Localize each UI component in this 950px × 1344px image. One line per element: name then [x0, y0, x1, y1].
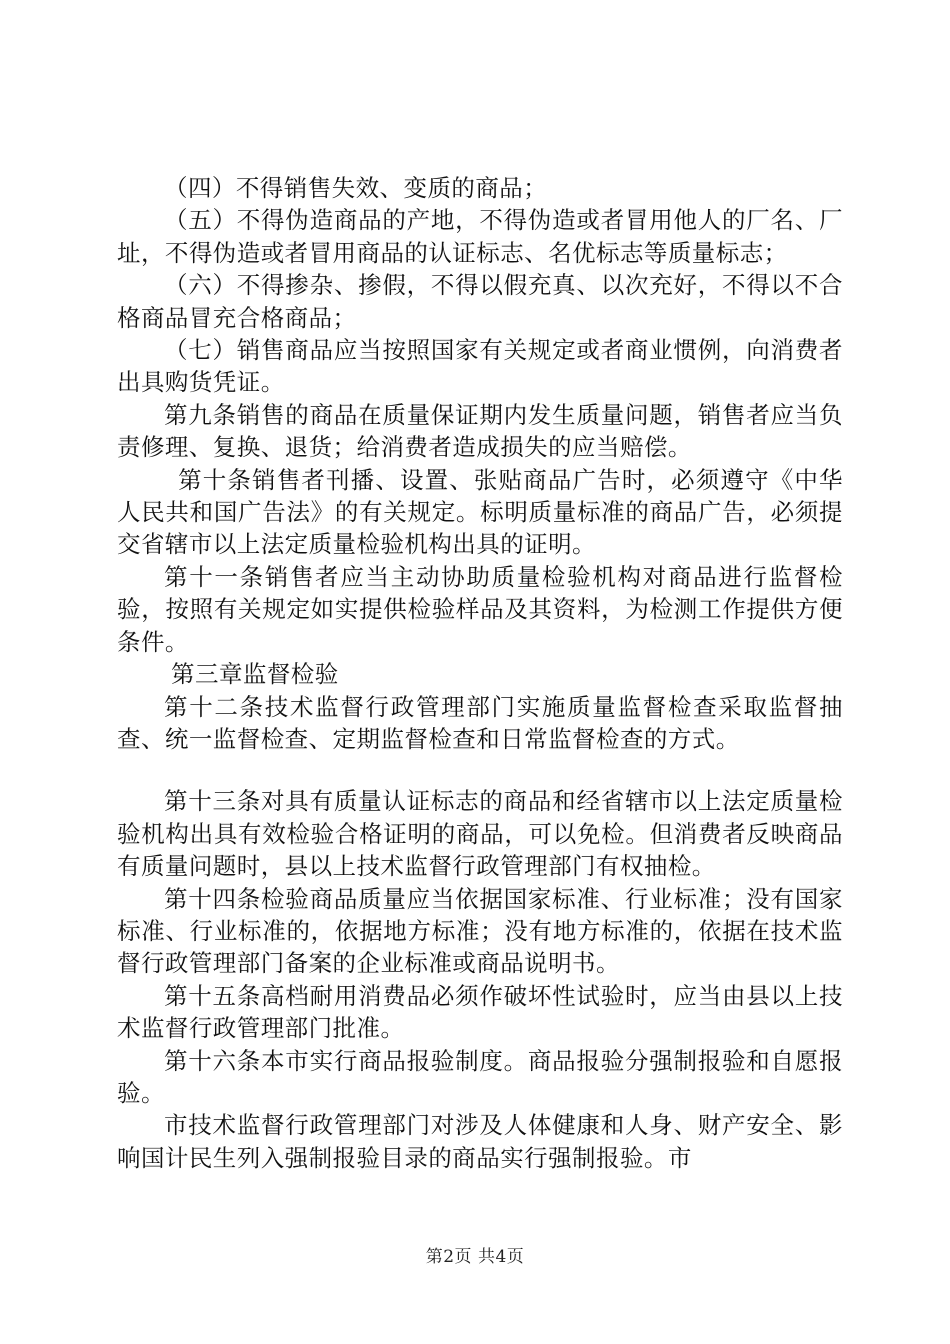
paragraph-article-15: 第十五条高档耐用消费品必须作破坏性试验时，应当由县以上技术监督行政管理部门批准。 — [117, 981, 843, 1043]
paragraph-article-9: 第九条销售的商品在质量保证期内发生质量问题，销售者应当负责修理、复换、退货；给消费者造成损失的应当赔偿。 — [117, 400, 843, 462]
paragraph-mandatory-inspection: 市技术监督行政管理部门对涉及人体健康和人身、财产安全、影响国计民生列入强制报验目录的商品实行强制报验。市 — [117, 1111, 843, 1172]
paragraph-article-11: 第十一条销售者应当主动协助质量检验机构对商品进行监督检验，按照有关规定如实提供检验样品及其资料，为检测工作提供方便条件。 — [117, 562, 843, 656]
paragraph-item-6: （六）不得掺杂、掺假，不得以假充真、以次充好，不得以不合格商品冒充合格商品； — [117, 271, 843, 332]
paragraph-article-16: 第十六条本市实行商品报验制度。商品报验分强制报验和自愿报验。 — [117, 1046, 843, 1107]
paragraph-item-4: （四）不得销售失效、变质的商品； — [164, 174, 548, 202]
paragraph-article-10: 第十条销售者刊播、设置、张贴商品广告时，必须遵守《中华人民共和国广告法》的有关规定。标明质量标准的商品广告，必须提交省辖市以上法定质量检验机构出具的证明。 — [117, 465, 843, 559]
chapter-heading: 第三章监督检验 — [171, 660, 339, 689]
document-body — [117, 172, 843, 1174]
paragraph-item-7: （七）销售商品应当按照国家有关规定或者商业惯例，向消费者出具购货凭证。 — [117, 336, 843, 397]
paragraph-item-5: （五）不得伪造商品的产地，不得伪造或者冒用他人的厂名、厂址，不得伪造或者冒用商品的认证标志、名优标志等质量标志； — [117, 206, 843, 267]
paragraph-article-13: 第十三条对具有质量认证标志的商品和经省辖市以上法定质量检验机构出具有效检验合格证明的商品，可以免检。但消费者反映商品有质量问题时，县以上技术监督行政管理部门有权抽检。 — [117, 787, 843, 881]
paragraph-article-14: 第十四条检验商品质量应当依据国家标准、行业标准；没有国家标准、行业标准的，依据地方标准；没有地方标准的，依据在技术监督行政管理部门备案的企业标准或商品说明书。 — [117, 884, 843, 978]
page-number-footer: 第2页 共4页 — [425, 1247, 525, 1267]
paragraph-article-12: 第十二条技术监督行政管理部门实施质量监督检查采取监督抽查、统一监督检查、定期监督检查和日常监督检查的方式。 — [117, 692, 843, 753]
